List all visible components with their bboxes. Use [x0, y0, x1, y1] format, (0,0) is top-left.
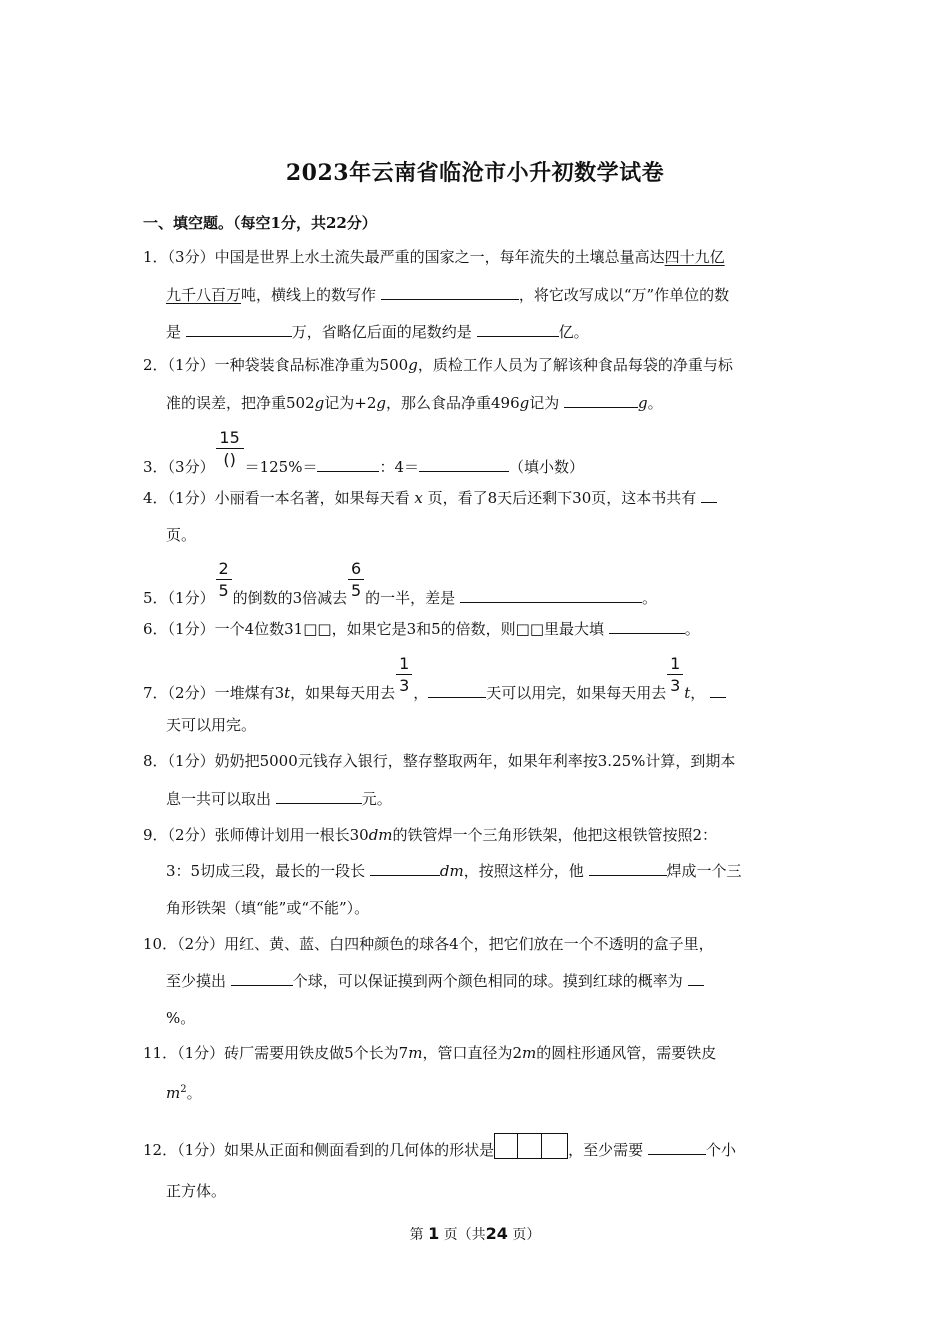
question-9-line-1: 9．（2分）张师傅计划用一根长30dm的铁管焊一个三角形铁架，他把这根铁管按照2：	[143, 826, 718, 844]
question-2-line-2: 准的误差，把净重502g记为+2g，那么食品净重496g记为 g。	[166, 394, 663, 412]
question-2-line-1: 2．（1分）一种袋装食品标准净重为500g，质检工作人员为了解该种食品每袋的净重与标	[143, 356, 733, 374]
question-1-line-2: 九千八百万吨，横线上的数写作 ，将它改写成以“万”作单位的数	[166, 286, 730, 304]
answer-blank[interactable]	[381, 285, 519, 300]
answer-blank[interactable]	[276, 789, 362, 804]
question-7-line-1: 7．（2分）一堆煤有3t，如果每天用去 $\frac{1}{3}$ ， 天可以用完，如果每天用去 $\frac{1}{3}$ t，	[143, 678, 726, 703]
question-8-line-2: 息一共可以取出 元。	[166, 790, 392, 808]
question-7-line-2: 天可以用完。	[166, 716, 257, 734]
answer-blank[interactable]	[688, 971, 704, 986]
fraction-1-3: $\frac{1}{3}$	[395, 678, 413, 698]
answer-blank[interactable]	[231, 971, 293, 986]
question-10-line-2: 至少摸出 个球，可以保证摸到两个颜色相同的球。摸到红球的概率为	[166, 971, 704, 991]
answer-blank[interactable]	[710, 683, 726, 698]
question-1-line-1: 1．（3分）中国是世界上水土流失最严重的国家之一，每年流失的土壤总量高达四十九亿	[143, 248, 725, 266]
question-5: 5．（1分） $\frac{2}{5}$ 的倒数的3倍减去 $\frac{6}{5}$ 的一半，差是 。	[143, 559, 657, 607]
answer-blank[interactable]	[564, 393, 638, 408]
answer-blank[interactable]	[460, 588, 642, 603]
fraction-15-over-blank: $\frac{15}{()}$	[215, 452, 245, 472]
answer-blank[interactable]	[419, 457, 509, 472]
total-pages: 24	[485, 1224, 508, 1243]
question-10-line-3: %。	[166, 1009, 196, 1027]
question-11-line-2: $m^2$。	[166, 1084, 202, 1102]
fraction-1-3: $\frac{1}{3}$	[666, 678, 684, 698]
fraction-2-5: $\frac{2}{5}$	[215, 583, 233, 603]
answer-blank[interactable]	[701, 488, 717, 503]
question-4-line-2: 页。	[166, 526, 197, 544]
question-6: 6．（1分）一个4位数31□□，如果它是3和5的倍数，则□□里最大填 。	[143, 620, 700, 638]
answer-blank[interactable]	[477, 322, 559, 337]
answer-blank[interactable]	[428, 683, 486, 698]
answer-blank[interactable]	[370, 861, 440, 876]
question-4-line-1: 4．（1分）小丽看一本名著，如果每天看 x 页，看了8天后还剩下30页，这本书共有	[143, 488, 717, 508]
answer-blank[interactable]	[609, 619, 685, 634]
three-squares-view-figure	[494, 1133, 568, 1159]
question-3: 3．（3分） $\frac{15}{()}$ ＝125%＝ ：4＝ （填小数）	[143, 428, 585, 476]
section-heading: 一、填空题。（每空1分，共22分）	[143, 214, 377, 232]
page-number: 1	[428, 1224, 440, 1243]
question-1-line-3: 是 万，省略亿后面的尾数约是 亿。	[166, 323, 589, 341]
fraction-6-5: $\frac{6}{5}$	[347, 583, 365, 603]
exam-title: 2023年云南省临沧市小升初数学试卷	[285, 160, 665, 186]
question-9-line-3: 角形铁架（填“能”或“不能”）。	[166, 899, 370, 917]
answer-blank[interactable]	[186, 322, 292, 337]
answer-blank[interactable]	[648, 1140, 706, 1155]
question-9-line-2: 3：5切成三段，最长的一段长 dm，按照这样分，他 焊成一个三	[166, 862, 742, 880]
question-12-line-2: 正方体。	[166, 1182, 227, 1200]
page-footer: 第 1 页（共24 页）	[409, 1224, 541, 1243]
answer-blank[interactable]	[589, 861, 667, 876]
question-10-line-1: 10．（2分）用红、黄、蓝、白四种颜色的球各4个，把它们放在一个不透明的盒子里，	[143, 935, 714, 953]
answer-blank[interactable]	[317, 457, 379, 472]
question-8-line-1: 8．（1分）奶奶把5000元钱存入银行，整存整取两年，如果年利率按3.25%计算，到期本	[143, 752, 736, 770]
question-12-line-1: 12．（1分）如果从正面和侧面看到的几何体的形状是 ，至少需要 个小	[143, 1133, 736, 1160]
question-11-line-1: 11．（1分）砖厂需要用铁皮做5个长为7m，管口直径为2m的圆柱形通风管，需要铁皮	[143, 1044, 717, 1062]
